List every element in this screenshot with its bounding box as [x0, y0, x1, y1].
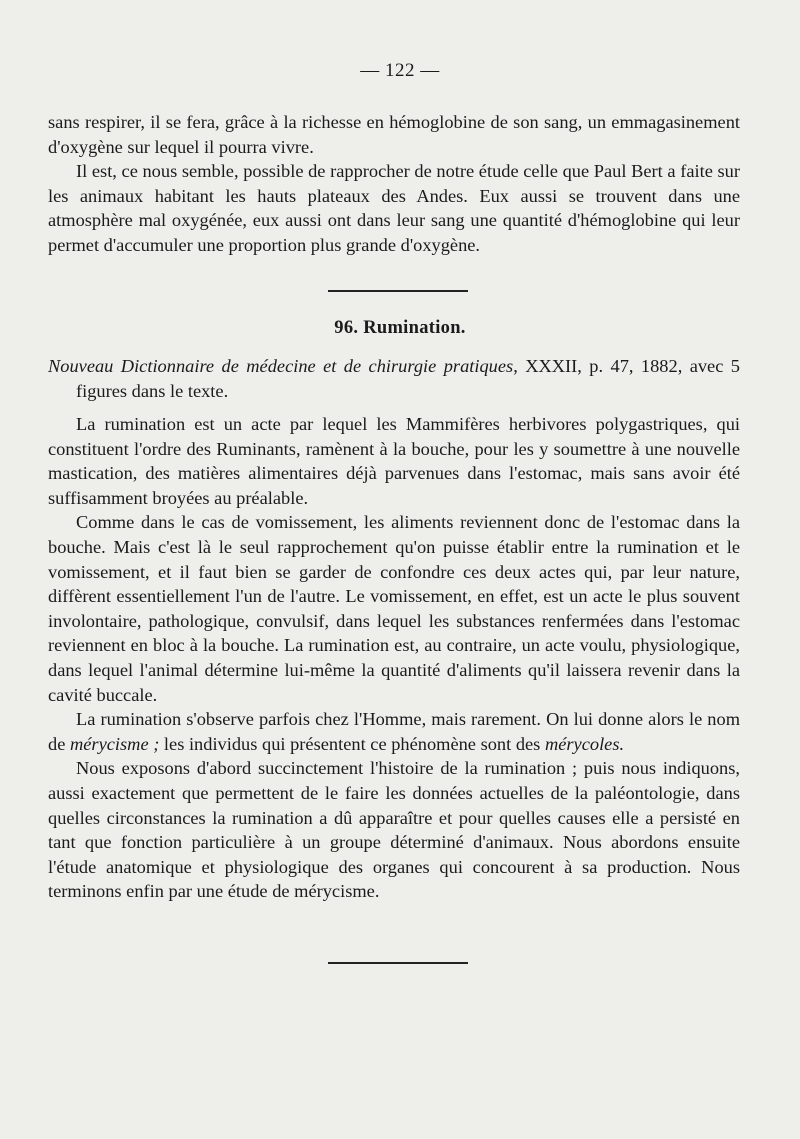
body-paragraph-1: La rumination est un acte par lequel les Mammifères herbivores polygastriques, qui constituent l'ordre des Ruminants, ramènent à la bouche, pour les y soumettre à une nouvelle mastication, des matières alimentaires déjà parvenues dans l'estomac, mais sans avoir été suffisamment broyées au préalable. — [48, 414, 740, 508]
section-heading: 96. Rumination. — [334, 318, 466, 338]
term-merycisme: mérycisme ; — [69, 733, 160, 754]
p3-mid: les individus qui présentent ce phénomène sont des — [159, 733, 545, 754]
section-divider-bottom — [328, 962, 468, 964]
body-paragraph-2: Comme dans le cas de vomissement, les aliments reviennent donc de l'estomac dans la bouche. Mais c'est là le seul rapprochement qu'on puisse établir entre la rumination et le vomissement, et il faut bien se garder de confondre ces deux actes qui, par leur nature, diffèrent essentiellement l'un de l'autre. Le vomissement, en effet, est un acte le plus souvent involontaire, pathologique, convulsif, dans lequel les substances renfermées dans l'estomac reviennent en bloc à la bouche. La rumination est, au contraire, un acte voulu, physiologique, dans lequel l'animal détermine lui-même la quantité d'aliments qu'il laissera revenir dans la cavité buccale. — [48, 512, 740, 705]
body-text — [48, 412, 740, 904]
citation — [48, 354, 740, 403]
citation-details: , XXXII, p. 47, 1882, avec 5 figures dans le texte. — [76, 356, 740, 401]
section-divider-top — [328, 290, 468, 292]
intro-paragraph: Il est, ce nous semble, possible de rapprocher de notre étude celle que Paul Bert a faite sur les animaux habitant les hauts plateaux des Andes. Eux aussi se trouvent dans une atmosphère mal oxygénée, eux aussi ont dans leur sang une quantité d'hémoglobine qui leur permet d'accumuler une proportion plus grande d'oxygène. — [48, 161, 740, 255]
page-number: — 122 — — [360, 60, 440, 81]
body-paragraph-4: Nous exposons d'abord succinctement l'histoire de la rumination ; puis nous indiquons, aussi exactement que permettent de le faire les données actuelles de la paléontologie, dans quelles circonstances la rumination a dû apparaître et pour quelles causes elle a persisté en tant que fonction particulière à un groupe déterminé d'animaux. Nous abordons ensuite l'étude anatomique et physiologique des organes qui concourent à sa production. Nous terminons enfin par une étude de mérycisme. — [48, 758, 740, 902]
body-paragraph-3 — [48, 707, 740, 756]
intro-continuation: sans respirer, il se fera, grâce à la richesse en hémoglobine de son sang, un emmagasinement d'oxygène sur lequel il pourra vivre. — [48, 112, 740, 157]
intro-text — [48, 110, 740, 258]
term-merycoles: mérycoles. — [544, 733, 625, 754]
citation-title: Nouveau Dictionnaire de médecine et de chirurgie pratiques — [48, 356, 514, 376]
p3-start: La rumination s'observe parfois chez l'Homme, mais rarement. On lui donne alors le nom de — [48, 709, 740, 754]
